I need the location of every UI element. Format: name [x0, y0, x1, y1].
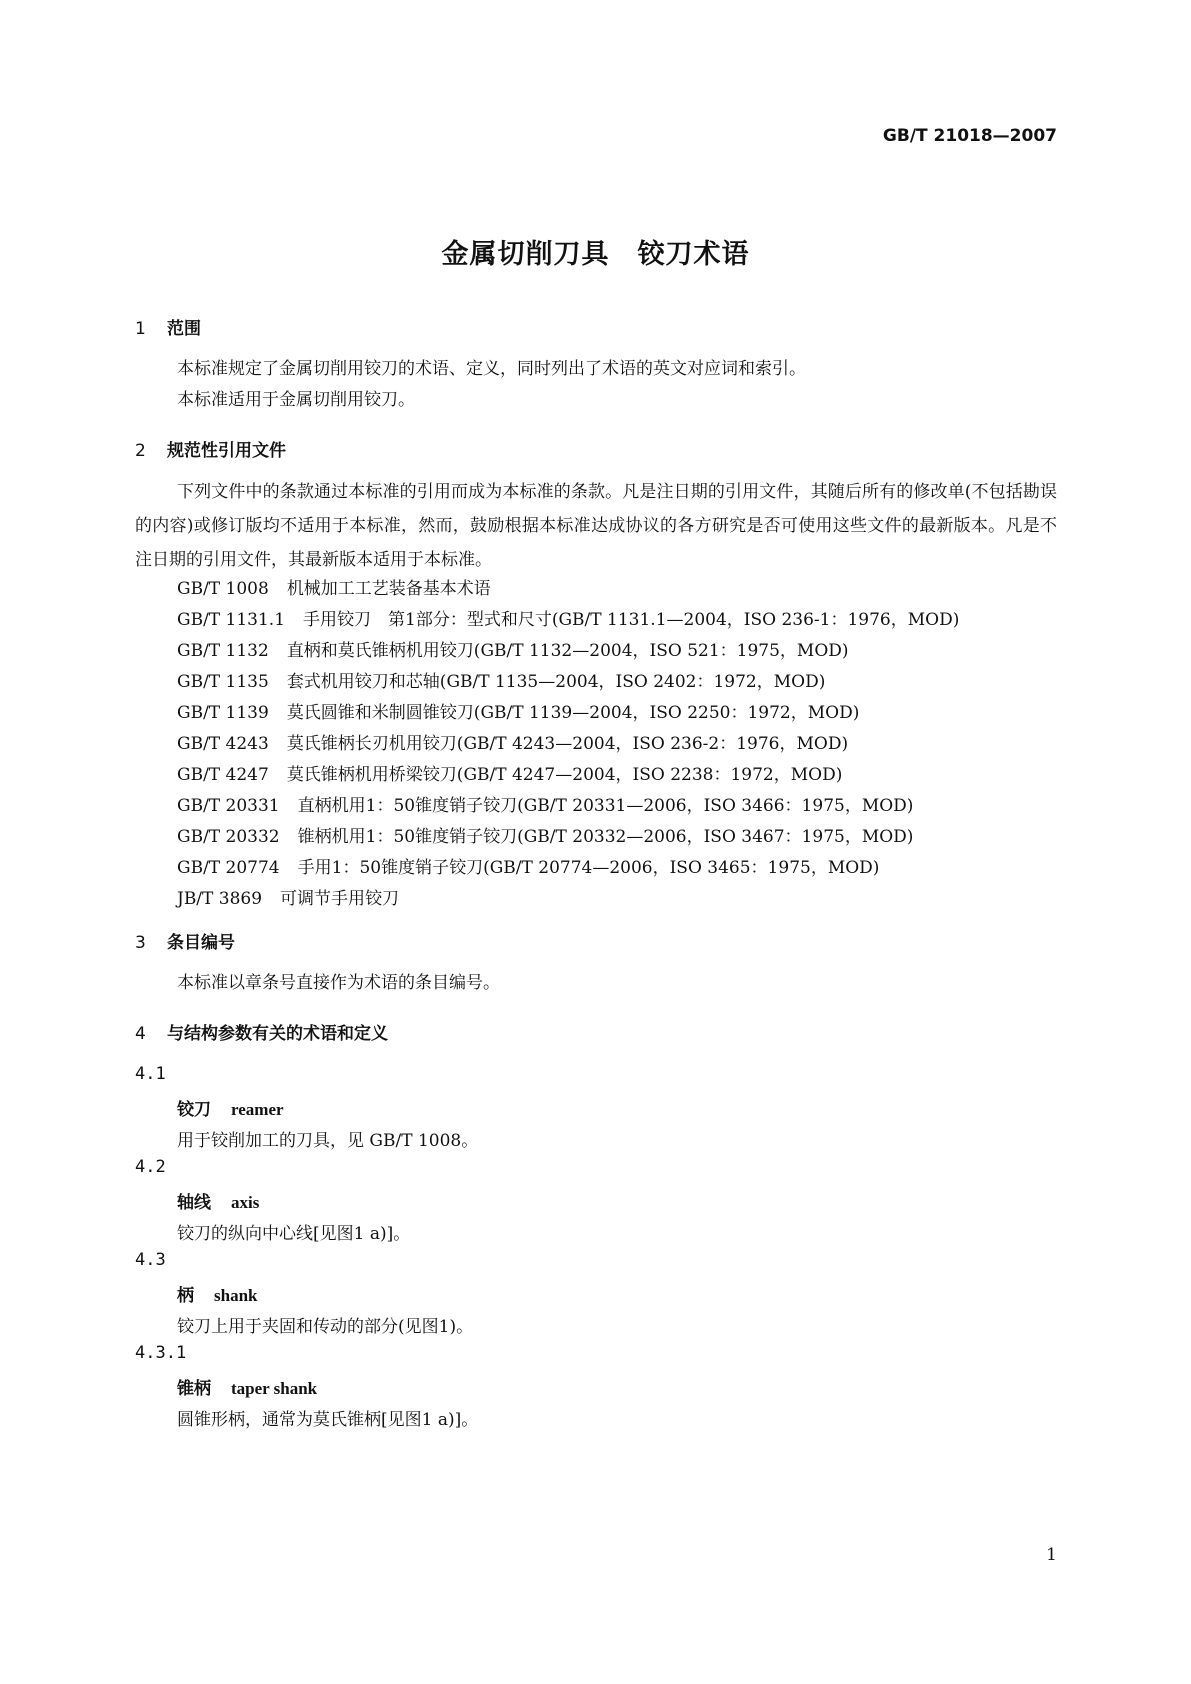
reference-title: 手用1：50锥度销子铰刀(GB/T 20774—2006，ISO 3465：1975，MOD) [297, 858, 880, 878]
term-en: taper shank [231, 1379, 318, 1398]
section-title: 范围 [167, 319, 201, 339]
section-number: 3 [135, 933, 146, 953]
standard-code: GB/T 21018—2007 [882, 126, 1057, 146]
reference-item [177, 822, 913, 847]
reference-item [177, 698, 859, 723]
term-definition: 圆锥形柄，通常为莫氏锥柄[见图1 a)]。 [177, 1410, 479, 1430]
term-zh: 锥柄 [177, 1379, 211, 1399]
term-entry [177, 1281, 257, 1306]
section-title: 与结构参数有关的术语和定义 [167, 1024, 388, 1044]
reference-title: 套式机用铰刀和芯轴(GB/T 1135—2004，ISO 2402：1972，MOD) [286, 672, 826, 692]
reference-item [177, 853, 879, 878]
term-number: 4.3 [135, 1250, 166, 1270]
section-1-paragraph-2: 本标准适用于金属切削用铰刀。 [177, 390, 415, 410]
section-number: 1 [135, 319, 146, 339]
reference-title: 直柄和莫氏锥柄机用铰刀(GB/T 1132—2004，ISO 521：1975，MOD) [286, 641, 849, 661]
reference-item [177, 636, 849, 661]
document-title: 金属切削刀具 铰刀术语 [441, 239, 750, 270]
reference-code: GB/T 4243 [177, 734, 269, 754]
page-number: 1 [1046, 1545, 1057, 1565]
section-1-paragraph-1: 本标准规定了金属切削用铰刀的术语、定义，同时列出了术语的英文对应词和索引。 [177, 359, 806, 379]
reference-code: GB/T 20331 [177, 796, 280, 816]
term-definition: 用于铰削加工的刀具，见 GB/T 1008。 [177, 1131, 479, 1151]
reference-item [177, 667, 825, 692]
reference-code: GB/T 1135 [177, 672, 269, 692]
section-number: 2 [135, 441, 146, 461]
term-number: 4.2 [135, 1157, 166, 1177]
term-number: 4.1 [135, 1064, 166, 1084]
section-3-paragraph: 本标准以章条号直接作为术语的条目编号。 [177, 973, 500, 993]
reference-item [177, 760, 842, 785]
term-number: 4.3.1 [135, 1343, 187, 1363]
section-title: 条目编号 [167, 933, 235, 953]
section-4-heading [135, 1019, 388, 1044]
reference-code: GB/T 4247 [177, 765, 269, 785]
reference-item [177, 791, 913, 816]
term-zh: 铰刀 [177, 1100, 211, 1120]
reference-title: 锥柄机用1：50锥度销子铰刀(GB/T 20332—2006，ISO 3467：1975，MOD) [297, 827, 914, 847]
reference-code: GB/T 1131.1 [177, 610, 286, 630]
reference-item [177, 729, 848, 754]
reference-title: 莫氏锥柄机用桥梁铰刀(GB/T 4247—2004，ISO 2238：1972，MOD) [286, 765, 843, 785]
reference-item [177, 605, 959, 630]
reference-code: GB/T 1132 [177, 641, 269, 661]
reference-code: GB/T 20774 [177, 858, 280, 878]
reference-code: GB/T 1008 [177, 579, 269, 599]
term-en: axis [231, 1193, 260, 1212]
term-entry [177, 1374, 317, 1399]
section-3-heading [135, 928, 235, 953]
reference-title: 莫氏圆锥和米制圆锥铰刀(GB/T 1139—2004，ISO 2250：1972，MOD) [286, 703, 860, 723]
section-2-heading [135, 436, 286, 461]
term-entry [177, 1095, 284, 1120]
reference-title: 莫氏锥柄长刃机用铰刀(GB/T 4243—2004，ISO 236-2：1976，MOD) [286, 734, 849, 754]
reference-code: JB/T 3869 [177, 889, 263, 909]
term-definition: 铰刀的纵向中心线[见图1 a)]。 [177, 1224, 411, 1244]
term-definition: 铰刀上用于夹固和传动的部分(见图1)。 [177, 1317, 474, 1337]
term-zh: 柄 [177, 1286, 194, 1306]
section-2-intro: 下列文件中的条款通过本标准的引用而成为本标准的条款。凡是注日期的引用文件，其随后所有的修改单(不包括勘误的内容)或修订版均不适用于本标准，然而，鼓励根据本标准达成协议的各方研究是否可使用这些文件的最新版本。凡是不注日期的引用文件，其最新版本适用于本标准。 [135, 482, 1057, 570]
reference-item [177, 574, 491, 599]
term-zh: 轴线 [177, 1193, 211, 1213]
reference-code: GB/T 1139 [177, 703, 269, 723]
section-title: 规范性引用文件 [167, 441, 286, 461]
section-number: 4 [135, 1024, 146, 1044]
reference-title: 手用铰刀 第1部分：型式和尺寸(GB/T 1131.1—2004，ISO 236-1：1976，MOD) [303, 610, 960, 630]
term-en: reamer [231, 1100, 284, 1119]
section-1-heading [135, 314, 201, 339]
reference-title: 机械加工工艺装备基本术语 [286, 579, 491, 599]
reference-title: 可调节手用铰刀 [280, 889, 400, 909]
term-entry [177, 1188, 259, 1213]
reference-item [177, 884, 399, 909]
reference-code: GB/T 20332 [177, 827, 280, 847]
reference-title: 直柄机用1：50锥度销子铰刀(GB/T 20331—2006，ISO 3466：1975，MOD) [297, 796, 914, 816]
term-en: shank [214, 1286, 258, 1305]
